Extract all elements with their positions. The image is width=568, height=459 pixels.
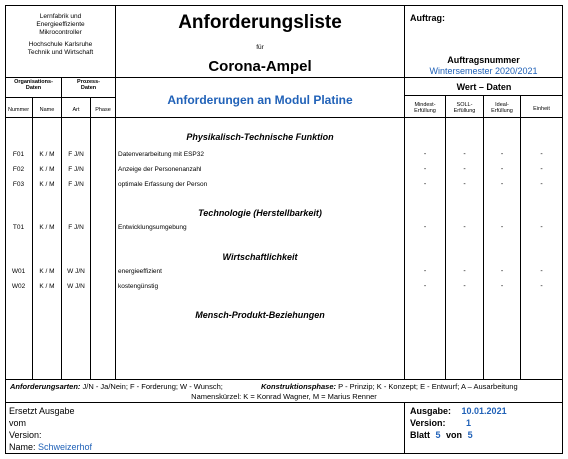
ersetzt-ausgabe-label: Ersetzt Ausgabe xyxy=(9,406,75,416)
row-soll: - xyxy=(463,224,466,231)
row-einheit: - xyxy=(540,268,543,275)
row-soll: - xyxy=(463,181,466,188)
row-einheit: - xyxy=(540,166,543,173)
row-ideal: - xyxy=(500,151,504,158)
row-art: W J/N xyxy=(67,283,85,290)
title-fuer: für xyxy=(256,44,264,51)
row-soll: - xyxy=(463,283,466,290)
org-daten-heading: Organisations- Daten xyxy=(14,79,53,91)
col-ideal: Ideal- Erfüllung xyxy=(491,102,513,114)
section-title-technologie: Technologie (Herstellbarkeit) xyxy=(198,208,322,218)
table-bottom-line xyxy=(5,379,563,380)
row-name: K / M xyxy=(39,268,55,275)
wert-daten-heading: Wert – Daten xyxy=(456,82,512,92)
footer-left xyxy=(9,405,399,453)
subheader-mid-line xyxy=(5,97,115,98)
col-line-3 xyxy=(90,97,91,379)
col-einheit: Einheit xyxy=(533,106,550,112)
legend-phase-label: Konstruktionsphase: xyxy=(261,382,337,391)
row-description: Anzeige der Personenanzahl xyxy=(118,166,202,173)
row-name: K / M xyxy=(39,151,55,158)
col-line-7 xyxy=(520,95,521,379)
row-description: kostengünstig xyxy=(118,283,159,290)
row-art: F J/N xyxy=(68,224,84,231)
header-bottom-line xyxy=(5,77,563,78)
version-label-left: Version: xyxy=(9,430,42,440)
border-bottom xyxy=(5,453,563,454)
section-title-mensch-produkt: Mensch-Produkt-Beziehungen xyxy=(195,310,325,320)
row-ideal: - xyxy=(500,224,504,231)
prozess-daten-heading: Prozess- Daten xyxy=(77,79,100,91)
row-mindest: - xyxy=(423,283,427,290)
row-description: Datenverarbeitung mit ESP32 xyxy=(118,151,204,158)
ausgabe-label: Ausgabe: xyxy=(410,406,452,416)
row-ideal: - xyxy=(500,166,504,173)
table-row xyxy=(5,181,563,190)
name-label: Name: xyxy=(9,442,36,452)
blatt-row xyxy=(410,429,560,441)
row-mindest: - xyxy=(423,268,427,275)
name-field xyxy=(9,441,399,453)
row-nummer: F03 xyxy=(12,181,25,188)
project-title: Corona-Ampel xyxy=(208,58,312,75)
ausgabe-value: 10.01.2021 xyxy=(461,406,507,416)
ausgabe-row xyxy=(410,405,560,417)
row-art: F J/N xyxy=(68,181,84,188)
row-einheit: - xyxy=(540,224,543,231)
row-mindest: - xyxy=(423,181,427,188)
row-soll: - xyxy=(463,151,466,158)
version-value: 1 xyxy=(466,418,472,428)
name-value: Schweizerhof xyxy=(38,442,93,452)
col-line-6 xyxy=(483,95,484,379)
table-row xyxy=(5,151,563,160)
auftragsnummer-label: Auftragsnummer xyxy=(447,55,520,65)
module-title: Anforderungen an Modul Platine xyxy=(167,93,353,107)
table-row xyxy=(5,224,563,233)
col-nummer: Nummer xyxy=(7,107,30,113)
version-label: Version: xyxy=(410,418,446,428)
legend-art-text: J/N - Ja/Nein; F - Forderung; W - Wunsch; xyxy=(80,382,223,391)
row-soll: - xyxy=(463,268,466,275)
org-line: Energieeffiziente xyxy=(36,21,85,28)
legend-phase-text: P - Prinzip; K - Konzept; E - Entwurf; A – Ausarbeitung xyxy=(336,382,518,391)
table-row xyxy=(5,166,563,175)
col-phase: Phase xyxy=(95,107,111,113)
col-art: Art xyxy=(72,107,80,113)
row-name: K / M xyxy=(39,181,55,188)
org-block xyxy=(6,13,115,57)
org-line: Mikrocontroller xyxy=(39,29,82,36)
row-soll: - xyxy=(463,166,466,173)
wert-daten-underline xyxy=(405,95,563,96)
row-description: energieeffizient xyxy=(118,268,162,275)
row-nummer: W02 xyxy=(11,283,26,290)
row-art: W J/N xyxy=(67,268,85,275)
org-line: Technik und Wirtschaft xyxy=(27,49,94,56)
col-mindest: Mindest- Erfüllung xyxy=(414,102,436,114)
legend-line-1 xyxy=(10,382,558,391)
row-mindest: - xyxy=(423,151,427,158)
row-ideal: - xyxy=(500,268,504,275)
org-line: Hochschule Karlsruhe xyxy=(28,41,93,48)
row-einheit: - xyxy=(540,151,543,158)
legend-names: Namenskürzel: K = Konrad Wagner, M = Marius Renner xyxy=(191,392,377,401)
section-title-physikalisch: Physikalisch-Technische Funktion xyxy=(186,132,334,142)
row-art: F J/N xyxy=(68,151,84,158)
row-nummer: T01 xyxy=(12,224,25,231)
section-title-wirtschaftlichkeit: Wirtschaftlichkeit xyxy=(222,252,298,262)
footer-right xyxy=(410,405,560,441)
row-einheit: - xyxy=(540,283,543,290)
legend-art-label: Anforderungsarten: xyxy=(10,382,81,391)
col-soll: SOLL- Erfüllung xyxy=(453,102,476,114)
von-value: 5 xyxy=(467,430,473,440)
vom-label: vom xyxy=(9,418,27,428)
row-ideal: - xyxy=(500,283,504,290)
version-row xyxy=(410,417,560,429)
row-name: K / M xyxy=(39,166,55,173)
row-einheit: - xyxy=(540,181,543,188)
blatt-value: 5 xyxy=(435,430,441,440)
row-description: Entwicklungsumgebung xyxy=(118,224,187,231)
semester-value: Wintersemester 2020/2021 xyxy=(429,66,538,76)
row-name: K / M xyxy=(39,224,55,231)
col-name: Name xyxy=(39,107,55,113)
row-art: F J/N xyxy=(68,166,84,173)
blatt-label: Blatt xyxy=(410,430,430,440)
row-mindest: - xyxy=(423,224,427,231)
row-nummer: F02 xyxy=(12,166,25,173)
footer-divider xyxy=(404,402,405,454)
row-nummer: F01 xyxy=(12,151,25,158)
auftrag-label: Auftrag: xyxy=(410,13,445,23)
row-ideal: - xyxy=(500,181,504,188)
table-row xyxy=(5,283,563,292)
col-line-5 xyxy=(445,95,446,379)
row-nummer: W01 xyxy=(11,268,26,275)
legend-bottom-line xyxy=(5,402,563,403)
col-line-1 xyxy=(32,97,33,379)
org-line: Lernfabrik und xyxy=(39,13,82,20)
von-label: von xyxy=(446,430,463,440)
document-title: Anforderungsliste xyxy=(178,12,342,33)
row-description: optimale Erfassung der Person xyxy=(118,181,208,188)
row-mindest: - xyxy=(423,166,427,173)
table-row xyxy=(5,268,563,277)
border-top xyxy=(5,5,563,6)
subheader-bottom-line xyxy=(5,117,563,118)
row-name: K / M xyxy=(39,283,55,290)
